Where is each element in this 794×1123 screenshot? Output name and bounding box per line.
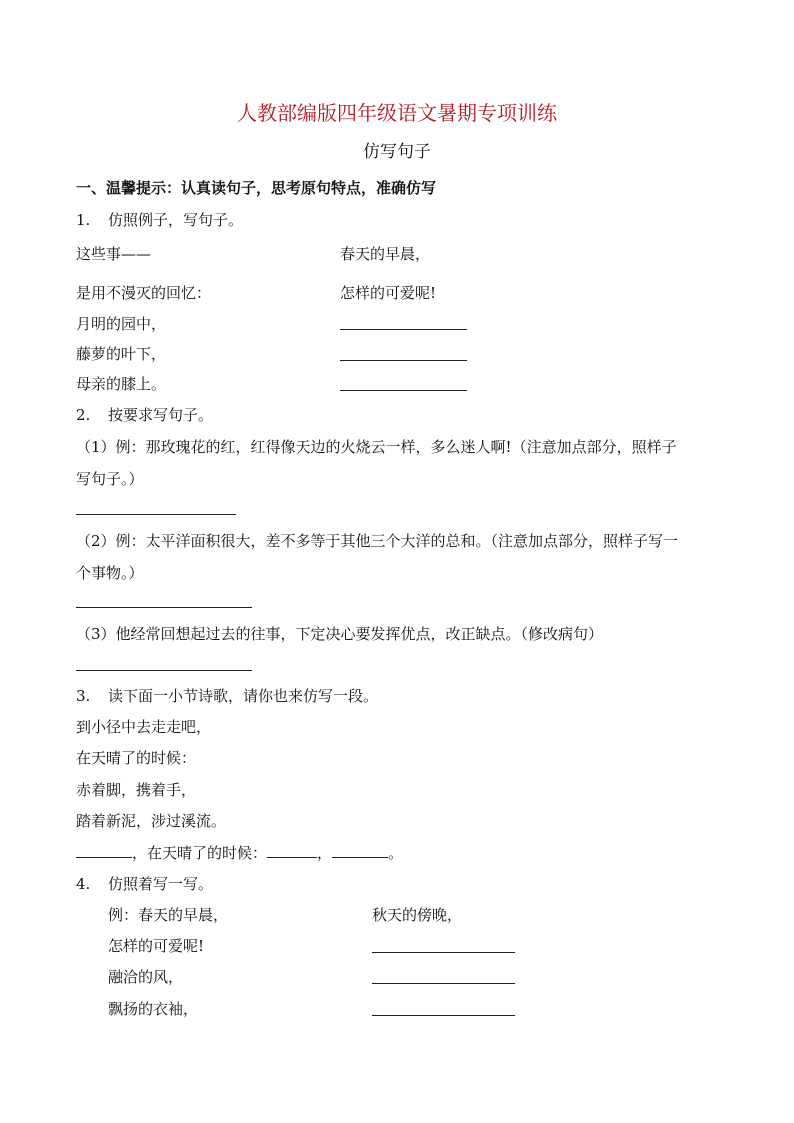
q4-number: 4. <box>76 875 91 893</box>
document-title: 人教部编版四年级语文暑期专项训练 <box>237 101 557 125</box>
q2-number: 2. <box>76 406 91 424</box>
q3-poem-line: 在天晴了的时候： <box>76 749 197 767</box>
q4-answer-blank[interactable] <box>372 983 515 984</box>
q2-sub1-text: （1）例：那玫瑰花的红，红得像天边的火烧云一样，多么迷人啊!（注意加点部分，照样子 <box>76 438 677 456</box>
q3-poem-line: 到小径中去走走吧， <box>76 718 212 736</box>
document-subtitle: 仿写句子 <box>363 142 431 162</box>
q3-fill-text: ，在天晴了的时候： <box>132 844 268 862</box>
q3-poem-line: 赤着脚，携着手， <box>76 781 197 799</box>
q4-left-line: 例：春天的早晨， <box>108 906 229 924</box>
q4-left-line: 融洽的风， <box>108 968 184 986</box>
q4-prompt: 仿照着写一写。 <box>108 875 214 893</box>
q2-prompt: 按要求写句子。 <box>108 406 214 424</box>
q4-right-line: 秋天的傍晚， <box>372 906 463 924</box>
q2-sub2-text: （2）例：太平洋面积很大，差不多等于其他三个大洋的总和。（注意加点部分，照样子写一 <box>76 532 679 550</box>
q3-fill-line <box>76 843 403 863</box>
q3-fill-blank[interactable] <box>332 843 388 858</box>
q1-right-line: 怎样的可爱呢! <box>340 284 437 302</box>
q3-poem-line: 踏着新泥，涉过溪流。 <box>76 812 227 830</box>
q2-sub1-text: 写句子。） <box>76 470 144 488</box>
q3-prompt: 读下面一小节诗歌，请你也来仿写一段。 <box>108 687 379 705</box>
q1-left-line: 母亲的膝上。 <box>76 375 167 393</box>
q3-fill-end: 。 <box>388 844 404 862</box>
q1-answer-blank[interactable] <box>340 390 467 391</box>
section-heading: 一、温馨提示：认真读句子，思考原句特点，准确仿写 <box>76 179 437 197</box>
q1-left-line: 藤萝的叶下， <box>76 345 167 363</box>
q1-left-line: 这些事—— <box>76 245 152 263</box>
q2-sub3-blank[interactable] <box>76 670 252 671</box>
q1-answer-blank[interactable] <box>340 329 467 330</box>
q3-number: 3. <box>76 687 91 705</box>
q4-left-line: 飘扬的衣袖， <box>108 1000 199 1018</box>
q2-sub1-blank[interactable] <box>76 514 236 515</box>
q1-left-line: 是用不漫灭的回忆： <box>76 284 212 302</box>
q2-sub3-text: （3）他经常回想起过去的往事，下定决心要发挥优点，改正缺点。（修改病句） <box>76 625 604 643</box>
q1-prompt: 仿照例子，写句子。 <box>108 211 244 229</box>
q1-number: 1. <box>76 211 91 229</box>
q2-sub2-blank[interactable] <box>76 607 252 608</box>
q1-answer-blank[interactable] <box>340 360 467 361</box>
q3-fill-blank[interactable] <box>76 843 132 858</box>
q3-fill-blank[interactable] <box>267 843 317 858</box>
q2-sub2-text: 个事物。） <box>76 564 144 582</box>
q1-left-line: 月明的园中， <box>76 315 167 333</box>
q4-left-line: 怎样的可爱呢! <box>108 937 205 955</box>
q4-answer-blank[interactable] <box>372 1015 515 1016</box>
q3-fill-comma: ， <box>317 844 333 862</box>
q1-right-line: 春天的早晨， <box>340 245 431 263</box>
q4-answer-blank[interactable] <box>372 952 515 953</box>
